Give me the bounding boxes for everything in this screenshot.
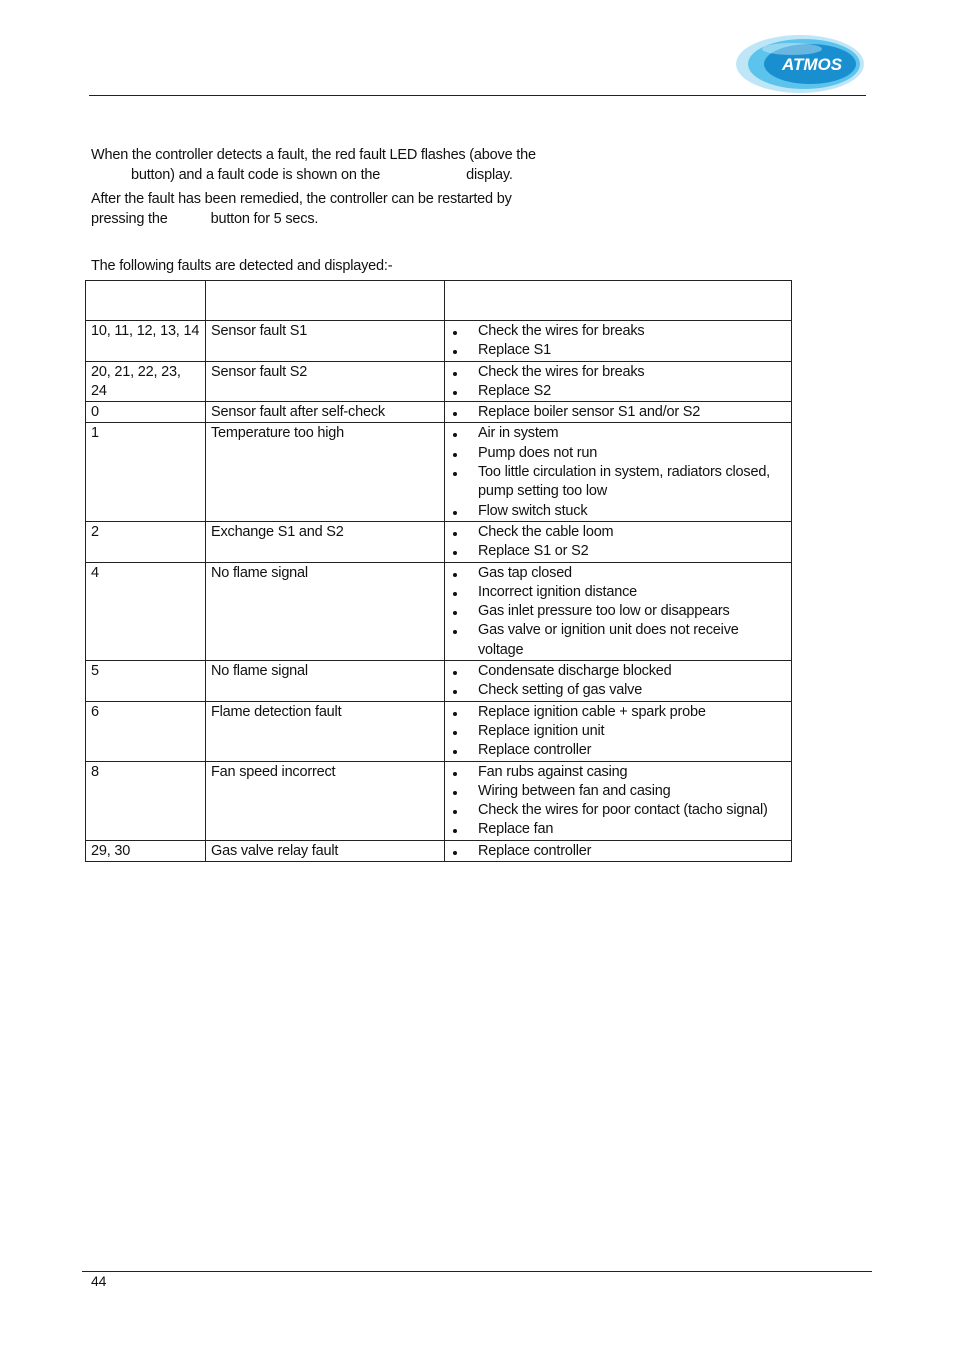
intro-line: When the controller detects a fault, the red fault LED flashes (above the	[91, 147, 536, 163]
fault-description-cell: Flame detection fault	[206, 701, 445, 761]
fault-description-cell: No flame signal	[206, 661, 445, 702]
fault-code-cell: 10, 11, 12, 13, 14	[86, 321, 206, 362]
fault-action-cell	[445, 361, 792, 402]
fault-led-paragraph	[91, 145, 551, 185]
list-item: Incorrect ignition distance	[450, 583, 786, 602]
list-item: Wiring between fan and casing	[450, 782, 786, 801]
header-cell-code	[86, 281, 206, 321]
intro-line: button for 5 secs.	[210, 211, 319, 227]
list-item: Air in system	[450, 424, 786, 443]
fault-description-cell: Sensor fault S2	[206, 361, 445, 402]
fault-action-cell	[445, 701, 792, 761]
action-list	[450, 523, 786, 562]
table-row	[86, 402, 792, 423]
intro-line: pressing the	[91, 211, 168, 227]
fault-code-cell: 29, 30	[86, 840, 206, 861]
fault-description-cell: Fan speed incorrect	[206, 761, 445, 840]
list-item: Too little circulation in system, radiators closed, pump setting too low	[450, 463, 786, 502]
fault-description-cell: Sensor fault S1	[206, 321, 445, 362]
fault-action-cell	[445, 402, 792, 423]
action-list	[450, 662, 786, 701]
fault-code-cell: 4	[86, 562, 206, 660]
action-list	[450, 703, 786, 761]
fault-code-cell: 8	[86, 761, 206, 840]
fault-action-cell	[445, 321, 792, 362]
logo-wordmark: ATMOS	[781, 55, 843, 74]
list-item: Fan rubs against casing	[450, 763, 786, 782]
fault-code-cell: 1	[86, 423, 206, 521]
fault-action-cell	[445, 761, 792, 840]
table-row	[86, 840, 792, 861]
list-item: Replace ignition unit	[450, 722, 786, 741]
intro-line: After the fault has been remedied, the controller can be restarted by	[91, 191, 512, 207]
action-list	[450, 842, 786, 861]
header-rule	[89, 95, 866, 96]
list-item: Pump does not run	[450, 444, 786, 463]
table-row	[86, 701, 792, 761]
footer-rule	[82, 1271, 872, 1272]
list-item: Check the wires for poor contact (tacho signal)	[450, 801, 786, 820]
list-item: Replace fan	[450, 820, 786, 839]
table-row	[86, 562, 792, 660]
list-item: Check the wires for breaks	[450, 322, 786, 341]
restart-paragraph	[91, 189, 551, 229]
atmos-logo	[734, 33, 866, 95]
table-row	[86, 761, 792, 840]
fault-action-cell	[445, 423, 792, 521]
list-item: Replace controller	[450, 741, 786, 760]
fault-action-cell	[445, 521, 792, 562]
table-row	[86, 521, 792, 562]
list-item: Replace ignition cable + spark probe	[450, 703, 786, 722]
table-row	[86, 423, 792, 521]
fault-action-cell	[445, 562, 792, 660]
fault-code-cell: 0	[86, 402, 206, 423]
list-item: Replace boiler sensor S1 and/or S2	[450, 403, 786, 422]
page-number: 44	[91, 1273, 107, 1289]
fault-code-cell: 2	[86, 521, 206, 562]
fault-action-cell	[445, 661, 792, 702]
fault-description-cell: No flame signal	[206, 562, 445, 660]
fault-action-cell	[445, 840, 792, 861]
list-item: Gas tap closed	[450, 564, 786, 583]
intro-line: display.	[466, 167, 513, 183]
list-item: Gas inlet pressure too low or disappears	[450, 602, 786, 621]
action-list	[450, 564, 786, 660]
list-item: Flow switch stuck	[450, 502, 786, 521]
fault-code-cell: 5	[86, 661, 206, 702]
table-row	[86, 661, 792, 702]
intro-line: button) and a fault code is shown on the	[131, 167, 381, 183]
fault-description-cell: Gas valve relay fault	[206, 840, 445, 861]
action-list	[450, 363, 786, 402]
table-row	[86, 321, 792, 362]
list-item: Replace controller	[450, 842, 786, 861]
action-list	[450, 403, 786, 422]
header-cell-description	[206, 281, 445, 321]
faults-intro: The following faults are detected and displayed:-	[91, 258, 393, 274]
list-item: Replace S1	[450, 341, 786, 360]
list-item: Check setting of gas valve	[450, 681, 786, 700]
fault-description-cell: Sensor fault after self-check	[206, 402, 445, 423]
fault-description-cell: Exchange S1 and S2	[206, 521, 445, 562]
table-header-row	[86, 281, 792, 321]
list-item: Replace S2	[450, 382, 786, 401]
fault-code-cell: 20, 21, 22, 23, 24	[86, 361, 206, 402]
action-list	[450, 763, 786, 840]
header-cell-action	[445, 281, 792, 321]
action-list	[450, 322, 786, 361]
table-row	[86, 361, 792, 402]
fault-code-table	[85, 280, 792, 862]
list-item: Check the cable loom	[450, 523, 786, 542]
list-item: Gas valve or ignition unit does not receive voltage	[450, 621, 786, 660]
list-item: Check the wires for breaks	[450, 363, 786, 382]
list-item: Condensate discharge blocked	[450, 662, 786, 681]
action-list	[450, 424, 786, 520]
list-item: Replace S1 or S2	[450, 542, 786, 561]
fault-code-cell: 6	[86, 701, 206, 761]
fault-description-cell: Temperature too high	[206, 423, 445, 521]
